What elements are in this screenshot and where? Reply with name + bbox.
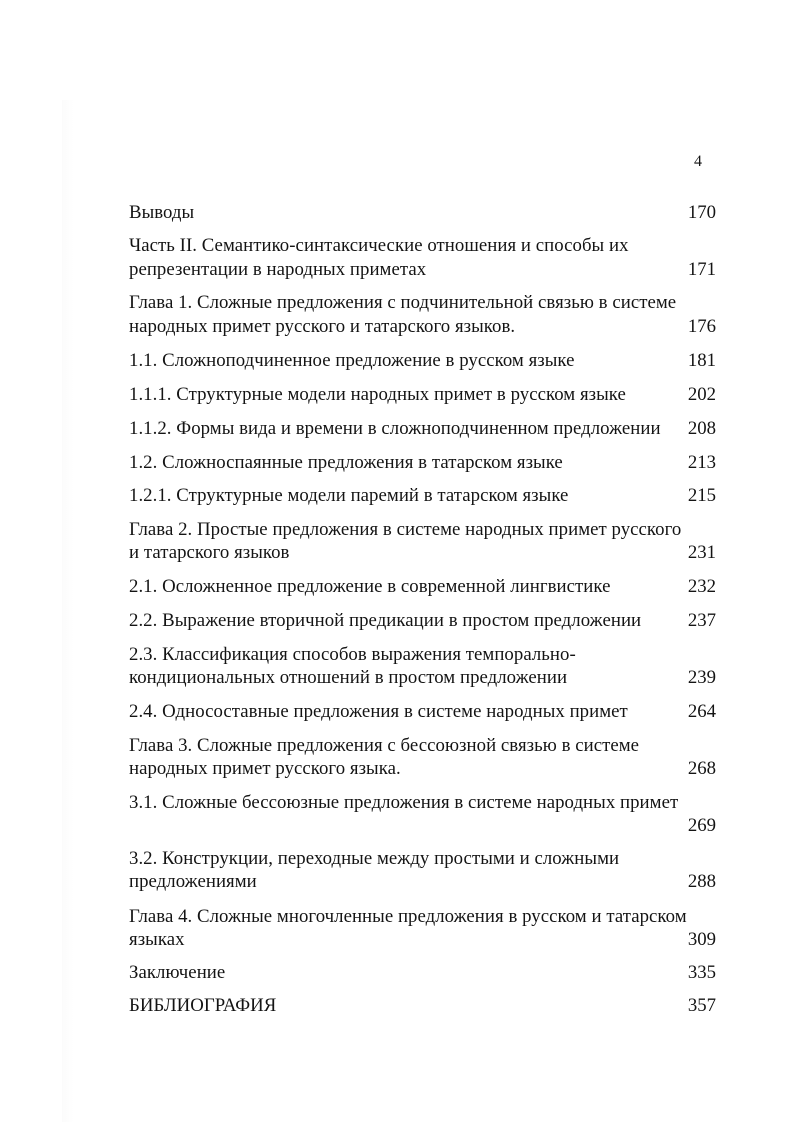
toc-entry-page-number: 357: [687, 995, 716, 1016]
toc-entry-title-line: Глава 2. Простые предложения в системе народных примет русского: [129, 519, 682, 540]
toc-entry-title-line: репрезентации в народных приметах: [129, 259, 427, 280]
toc-entry-page-number: 176: [687, 316, 716, 337]
toc-entry-page-number: 213: [687, 452, 716, 473]
toc-entry-title-line: народных примет русского и татарского языков.: [129, 316, 516, 337]
toc-entry-page-number: 237: [687, 610, 716, 631]
toc-entry-title-line: 2.4. Односоставные предложения в системе народных примет: [129, 701, 628, 722]
toc-entry-title-line: предложениями: [129, 871, 257, 892]
toc-entry-page-number: 309: [687, 929, 716, 950]
toc-entry-title-line: 2.3. Классификация способов выражения темпорально-: [129, 644, 576, 665]
toc-entry-title-line: 3.2. Конструкции, переходные между простыми и сложными: [129, 848, 620, 869]
toc-entry-title-line: Глава 1. Сложные предложения с подчинительной связью в системе: [129, 292, 677, 313]
toc-entry-title-line: и татарского языков: [129, 542, 290, 563]
toc-entry-title-line: 2.1. Осложненное предложение в современной лингвистике: [129, 576, 611, 597]
toc-entry-title-line: БИБЛИОГРАФИЯ: [129, 995, 277, 1016]
toc-entry-page-number: 232: [687, 576, 716, 597]
toc-entry-title-line: народных примет русского языка.: [129, 758, 401, 779]
page-number: 4: [694, 153, 702, 170]
toc-entry-page-number: 170: [687, 202, 716, 223]
toc-entry-title-line: кондициональных отношений в простом предложении: [129, 667, 568, 688]
toc-entry-title-line: языках: [129, 929, 185, 950]
toc-entry-page-number: 208: [687, 418, 716, 439]
toc-entry-title-line: 1.1. Сложноподчиненное предложение в русском языке: [129, 350, 575, 371]
toc-entry-page-number: 335: [687, 962, 716, 983]
toc-entry-title-line: 1.2. Сложноспаянные предложения в татарском языке: [129, 452, 563, 473]
toc-entry-title-line: 1.2.1. Структурные модели паремий в татарском языке: [129, 485, 569, 506]
toc-entry-title-line: 3.1. Сложные бессоюзные предложения в системе народных примет: [129, 792, 679, 813]
toc-entry-title-line: Глава 4. Сложные многочленные предложения в русском и татарском: [129, 906, 687, 927]
toc-entry-page-number: 181: [687, 350, 716, 371]
toc-entry-page-number: 239: [687, 667, 716, 688]
toc-entry-title-line: Часть II. Семантико-синтаксические отношения и способы их: [129, 235, 629, 256]
toc-entry-page-number: 264: [687, 701, 716, 722]
toc-entry-page-number: 231: [687, 542, 716, 563]
toc-entry-page-number: 288: [687, 871, 716, 892]
toc-entry-page-number: 215: [687, 485, 716, 506]
toc-entry-page-number: 202: [687, 384, 716, 405]
toc-entry-title-line: Выводы: [129, 202, 195, 223]
toc-entry-page-number: 171: [687, 259, 716, 280]
toc-entry-page-number: 268: [687, 758, 716, 779]
toc-entry-title-line: Заключение: [129, 962, 226, 983]
toc-entry-title-line: 2.2. Выражение вторичной предикации в простом предложении: [129, 610, 642, 631]
toc-entry-title-line: 1.1.1. Структурные модели народных примет в русском языке: [129, 384, 626, 405]
toc-entry-title-line: Глава 3. Сложные предложения с бессоюзной связью в системе: [129, 735, 640, 756]
toc-entry-page-number: 269: [687, 815, 716, 836]
toc-entry-title-line: 1.1.2. Формы вида и времени в сложноподчиненном предложении: [129, 418, 661, 439]
